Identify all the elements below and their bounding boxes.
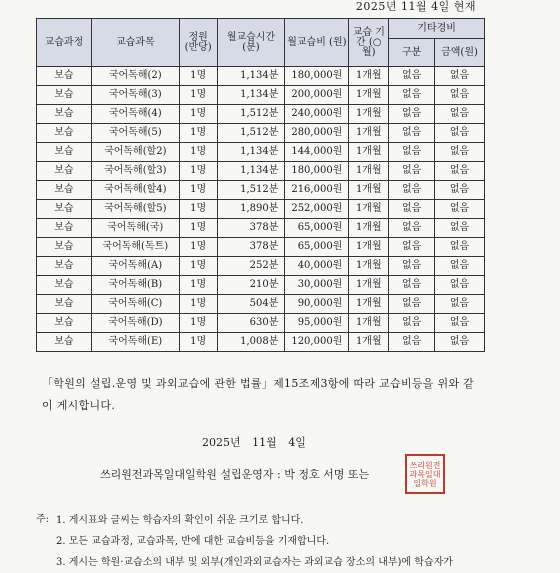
cell-capacity: 1명 <box>179 200 217 219</box>
signature-line: 쓰리원전과목일대일학원 설립운영자 : 박 정호 서명 또는 <box>100 468 370 481</box>
cell-capacity: 1명 <box>179 124 217 143</box>
cell-subject: 국어독해(E) <box>91 333 179 352</box>
table-row <box>37 314 485 333</box>
cell-monthly-fee: 40,000원 <box>285 257 349 276</box>
cell-course: 보습 <box>37 105 92 124</box>
cell-capacity: 1명 <box>179 143 217 162</box>
cell-period: 1개월 <box>349 295 389 314</box>
cell-other-amount: 없음 <box>435 219 485 238</box>
header-monthly-hours: 월교습시간 (분) <box>217 19 285 67</box>
cell-monthly-fee: 95,000원 <box>285 314 349 333</box>
cell-monthly-fee: 65,000원 <box>285 219 349 238</box>
cell-capacity: 1명 <box>179 333 217 352</box>
table-row <box>37 257 485 276</box>
cell-period: 1개월 <box>349 200 389 219</box>
table-row <box>37 333 485 352</box>
cell-other-type: 없음 <box>389 276 435 295</box>
cell-monthly-hours: 378분 <box>217 238 285 257</box>
cell-other-amount: 없음 <box>435 238 485 257</box>
header-other-type: 구분 <box>389 39 435 67</box>
header-capacity: 정원 (반당) <box>179 19 217 67</box>
cell-course: 보습 <box>37 276 92 295</box>
table-row <box>37 162 485 181</box>
cell-period: 1개월 <box>349 257 389 276</box>
cell-other-type: 없음 <box>389 143 435 162</box>
cell-other-type: 없음 <box>389 105 435 124</box>
header-monthly-fee: 월교습비 (원) <box>285 19 349 67</box>
cell-monthly-hours: 1,134분 <box>217 162 285 181</box>
cell-other-amount: 없음 <box>435 143 485 162</box>
header-subject: 교습과목 <box>91 19 179 67</box>
cell-subject: 국어독해(D) <box>91 314 179 333</box>
cell-course: 보습 <box>37 333 92 352</box>
cell-capacity: 1명 <box>179 105 217 124</box>
cell-monthly-hours: 252분 <box>217 257 285 276</box>
table-row <box>37 181 485 200</box>
cell-period: 1개월 <box>349 162 389 181</box>
cell-monthly-fee: 180,000원 <box>285 67 349 86</box>
cell-monthly-fee: 90,000원 <box>285 295 349 314</box>
cell-period: 1개월 <box>349 67 389 86</box>
cell-subject: 국어독해(할2) <box>91 143 179 162</box>
cell-period: 1개월 <box>349 143 389 162</box>
cell-subject: 국어독해(B) <box>91 276 179 295</box>
cell-other-amount: 없음 <box>435 276 485 295</box>
cell-monthly-fee: 120,000원 <box>285 333 349 352</box>
cell-subject: 국어독해(국) <box>91 219 179 238</box>
cell-subject: 국어독해(5) <box>91 124 179 143</box>
legal-notice <box>42 373 502 417</box>
cell-monthly-hours: 1,512분 <box>217 181 285 200</box>
cell-monthly-fee: 144,000원 <box>285 143 349 162</box>
cell-other-type: 없음 <box>389 257 435 276</box>
cell-course: 보습 <box>37 124 92 143</box>
cell-course: 보습 <box>37 257 92 276</box>
cell-other-amount: 없음 <box>435 124 485 143</box>
cell-period: 1개월 <box>349 276 389 295</box>
cell-course: 보습 <box>37 181 92 200</box>
cell-monthly-hours: 1,134분 <box>217 67 285 86</box>
cell-capacity: 1명 <box>179 67 217 86</box>
cell-monthly-hours: 504분 <box>217 295 285 314</box>
header-period: 교습 기간 (○월) <box>349 19 389 67</box>
cell-other-amount: 없음 <box>435 181 485 200</box>
cell-other-amount: 없음 <box>435 86 485 105</box>
notes-label: 주: <box>36 514 50 525</box>
table-row <box>37 295 485 314</box>
cell-monthly-hours: 1,134분 <box>217 143 285 162</box>
cell-other-type: 없음 <box>389 200 435 219</box>
cell-monthly-hours: 210분 <box>217 276 285 295</box>
cell-course: 보습 <box>37 295 92 314</box>
header-other-expenses: 기타경비 <box>389 19 485 39</box>
cell-other-type: 없음 <box>389 314 435 333</box>
cell-period: 1개월 <box>349 105 389 124</box>
sign-date: 2025년 11월 4일 <box>202 436 306 449</box>
tuition-fee-table <box>36 18 485 352</box>
note-item: 1. 게시표와 글씨는 학습자의 확인이 쉬운 크기로 합니다. <box>56 515 304 526</box>
cell-capacity: 1명 <box>179 295 217 314</box>
cell-period: 1개월 <box>349 86 389 105</box>
cell-capacity: 1명 <box>179 314 217 333</box>
cell-period: 1개월 <box>349 314 389 333</box>
cell-monthly-fee: 280,000원 <box>285 124 349 143</box>
cell-capacity: 1명 <box>179 86 217 105</box>
cell-other-amount: 없음 <box>435 257 485 276</box>
cell-course: 보습 <box>37 67 92 86</box>
table-row <box>37 276 485 295</box>
header-other-amount: 금액(원) <box>435 39 485 67</box>
note-item: 2. 모든 교습과정, 교습과목, 반에 대한 교습비등을 기재합니다. <box>56 536 330 547</box>
cell-monthly-fee: 252,000원 <box>285 200 349 219</box>
cell-course: 보습 <box>37 200 92 219</box>
cell-other-amount: 없음 <box>435 333 485 352</box>
posting-date: 2025년 11월 4일 현재 <box>355 0 476 13</box>
note-item: 3. 게시는 학원·교습소의 내부 및 외부(개인과외교습자는 과외교습 장소의 내부)에 학습자가 <box>56 557 453 568</box>
table-row <box>37 143 485 162</box>
cell-subject: 국어독해(독트) <box>91 238 179 257</box>
cell-subject: 국어독해(A) <box>91 257 179 276</box>
notice-line-2: 이 게시합니다. <box>42 399 116 412</box>
cell-other-type: 없음 <box>389 86 435 105</box>
cell-course: 보습 <box>37 143 92 162</box>
cell-period: 1개월 <box>349 238 389 257</box>
cell-subject: 국어독해(3) <box>91 86 179 105</box>
cell-course: 보습 <box>37 238 92 257</box>
table-row <box>37 219 485 238</box>
notice-line-1: 「학원의 설립.운영 및 과외교습에 관한 법률」제15조제3항에 따라 교습비등을 위와 같 <box>42 377 475 390</box>
cell-other-type: 없음 <box>389 333 435 352</box>
cell-course: 보습 <box>37 86 92 105</box>
cell-other-amount: 없음 <box>435 105 485 124</box>
cell-monthly-fee: 240,000원 <box>285 105 349 124</box>
cell-monthly-fee: 30,000원 <box>285 276 349 295</box>
cell-period: 1개월 <box>349 181 389 200</box>
cell-subject: 국어독해(4) <box>91 105 179 124</box>
cell-other-amount: 없음 <box>435 67 485 86</box>
table-row <box>37 105 485 124</box>
cell-subject: 국어독해(C) <box>91 295 179 314</box>
cell-monthly-hours: 1,008분 <box>217 333 285 352</box>
cell-other-type: 없음 <box>389 162 435 181</box>
cell-period: 1개월 <box>349 219 389 238</box>
cell-monthly-fee: 200,000원 <box>285 86 349 105</box>
table-row <box>37 67 485 86</box>
cell-other-type: 없음 <box>389 295 435 314</box>
cell-subject: 국어독해(할3) <box>91 162 179 181</box>
cell-monthly-fee: 216,000원 <box>285 181 349 200</box>
fee-rows <box>37 67 485 352</box>
cell-other-type: 없음 <box>389 67 435 86</box>
cell-subject: 국어독해(할4) <box>91 181 179 200</box>
cell-capacity: 1명 <box>179 276 217 295</box>
cell-period: 1개월 <box>349 333 389 352</box>
cell-monthly-hours: 1,512분 <box>217 124 285 143</box>
cell-course: 보습 <box>37 219 92 238</box>
notes-list <box>56 510 453 573</box>
cell-monthly-hours: 1,134분 <box>217 86 285 105</box>
cell-capacity: 1명 <box>179 257 217 276</box>
cell-monthly-hours: 378분 <box>217 219 285 238</box>
header-course: 교습과정 <box>37 19 92 67</box>
cell-capacity: 1명 <box>179 238 217 257</box>
cell-course: 보습 <box>37 314 92 333</box>
cell-capacity: 1명 <box>179 162 217 181</box>
cell-other-amount: 없음 <box>435 295 485 314</box>
cell-monthly-fee: 180,000원 <box>285 162 349 181</box>
cell-other-type: 없음 <box>389 238 435 257</box>
cell-subject: 국어독해(할5) <box>91 200 179 219</box>
cell-other-type: 없음 <box>389 181 435 200</box>
stamp-text: 쓰리원전과목일대일학원 <box>409 460 441 488</box>
table-row <box>37 86 485 105</box>
cell-course: 보습 <box>37 162 92 181</box>
cell-monthly-hours: 630분 <box>217 314 285 333</box>
table-row <box>37 200 485 219</box>
cell-period: 1개월 <box>349 124 389 143</box>
cell-capacity: 1명 <box>179 181 217 200</box>
cell-monthly-hours: 1,512분 <box>217 105 285 124</box>
official-seal-stamp <box>405 454 445 494</box>
cell-other-amount: 없음 <box>435 162 485 181</box>
table-row <box>37 238 485 257</box>
cell-other-type: 없음 <box>389 124 435 143</box>
cell-subject: 국어독해(2) <box>91 67 179 86</box>
cell-monthly-fee: 65,000원 <box>285 238 349 257</box>
cell-other-amount: 없음 <box>435 200 485 219</box>
cell-other-type: 없음 <box>389 219 435 238</box>
cell-other-amount: 없음 <box>435 314 485 333</box>
cell-monthly-hours: 1,890분 <box>217 200 285 219</box>
cell-capacity: 1명 <box>179 219 217 238</box>
table-row <box>37 124 485 143</box>
